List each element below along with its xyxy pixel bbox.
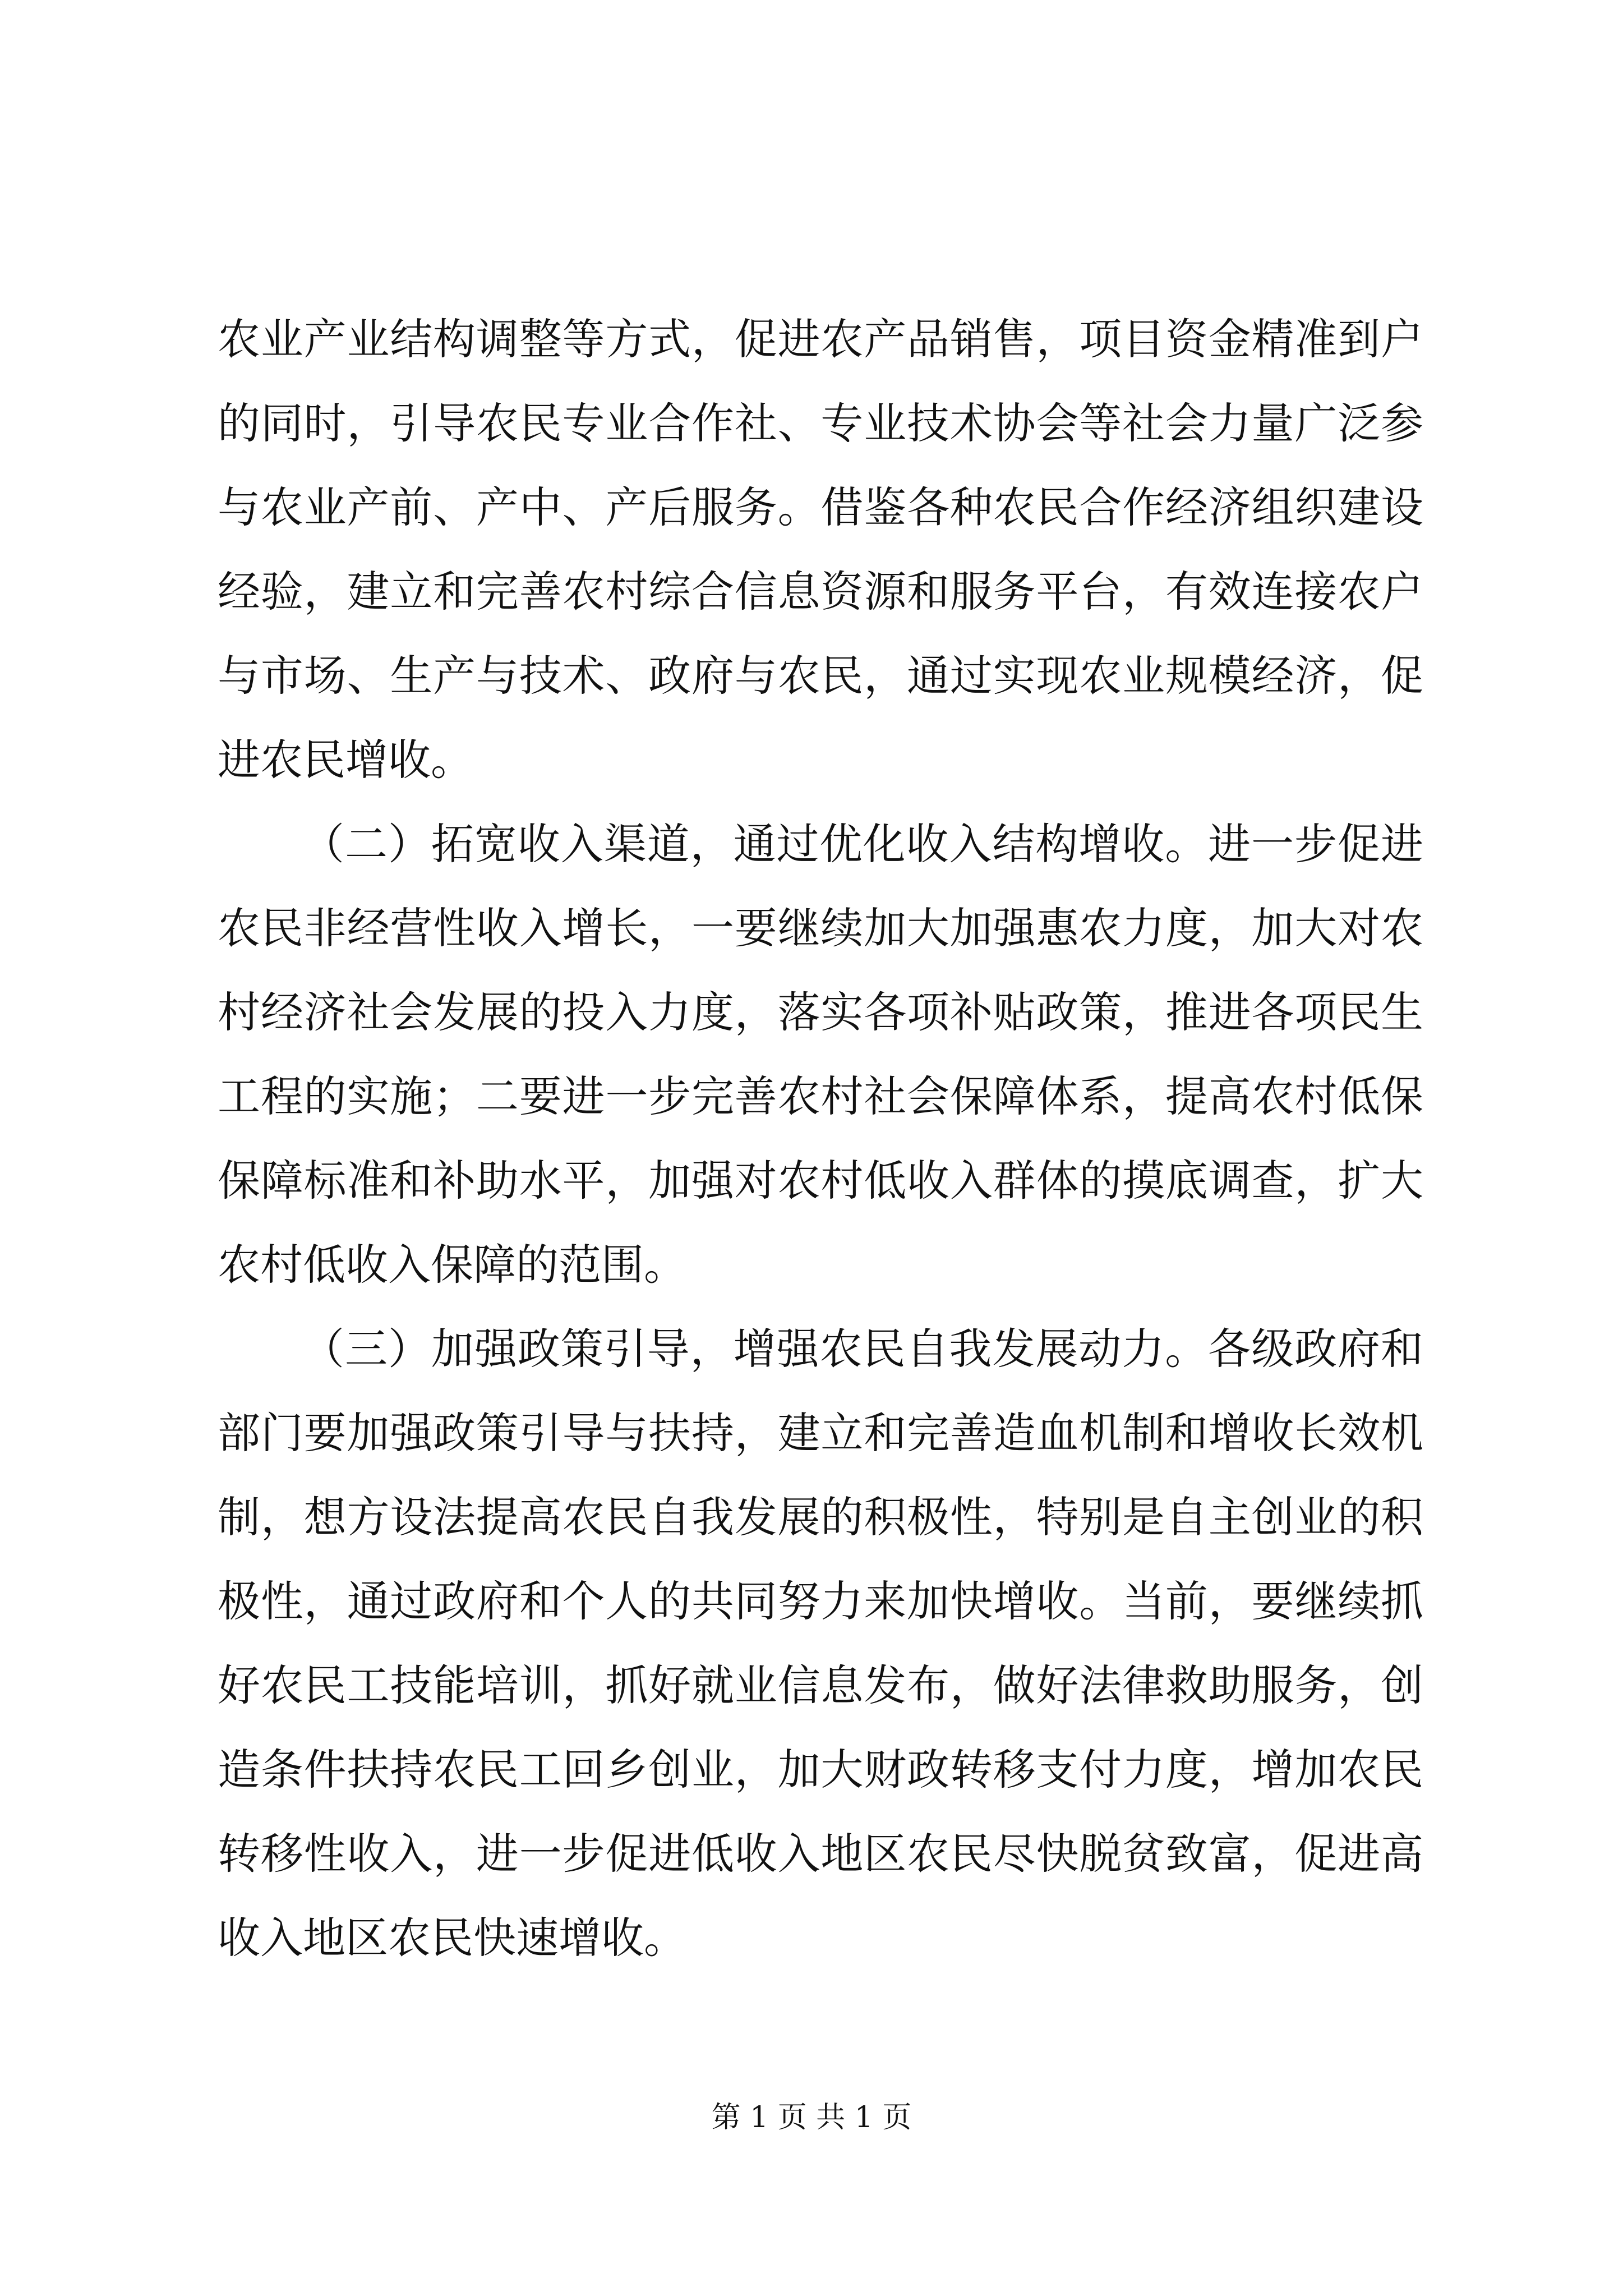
paragraph-2-line-6: 农村低收入保障的范围。 [218, 1240, 686, 1290]
paragraph-2-line-3: 村经济社会发展的投入力度，落实各项补贴政策，推进各项民生 [218, 987, 1423, 1037]
paragraph-1-line-3: 与农业产前、产中、产后服务。借鉴各种农民合作经济组织建设 [218, 482, 1423, 532]
paragraph-1-line-6: 进农民增收。 [218, 735, 473, 785]
paragraph-1-line-4: 经验，建立和完善农村综合信息资源和服务平台，有效连接农户 [218, 567, 1423, 616]
paragraph-3-line-7: 转移性收入，进一步促进低收入地区农民尽快脱贫致富，促进高 [218, 1829, 1423, 1879]
paragraph-3-line-1: （三）加强政策引导，增强农民自我发展动力。各级政府和 [302, 1324, 1423, 1374]
paragraph-3-line-6: 造条件扶持农民工回乡创业，加大财政转移支付力度，增加农民 [218, 1745, 1423, 1795]
paragraph-2-line-2: 农民非经营性收入增长，一要继续加大加强惠农力度，加大对农 [218, 903, 1423, 953]
paragraph-1-line-2: 的同时，引导农民专业合作社、专业技术协会等社会力量广泛参 [218, 398, 1423, 448]
paragraph-3-line-8: 收入地区农民快速增收。 [218, 1913, 686, 1963]
paragraph-3-line-3: 制，想方设法提高农民自我发展的积极性，特别是自主创业的积 [218, 1492, 1423, 1542]
paragraph-1-line-5: 与市场、生产与技术、政府与农民，通过实现农业规模经济，促 [218, 651, 1423, 701]
document-body [218, 297, 1423, 1980]
paragraph-1-line-1: 农业产业结构调整等方式，促进农产品销售，项目资金精准到户 [218, 314, 1423, 364]
page-number-footer: 第 1 页 共 1 页 [711, 2101, 912, 2134]
paragraph-2-line-5: 保障标准和补助水平，加强对农村低收入群体的摸底调查，扩大 [218, 1156, 1423, 1205]
paragraph-3-line-4: 极性，通过政府和个人的共同努力来加快增收。当前，要继续抓 [218, 1576, 1423, 1626]
paragraph-2-line-1: （二）拓宽收入渠道，通过优化收入结构增收。进一步促进 [302, 819, 1423, 869]
paragraph-2-line-4: 工程的实施；二要进一步完善农村社会保障体系，提高农村低保 [218, 1071, 1423, 1121]
paragraph-3-line-5: 好农民工技能培训，抓好就业信息发布，做好法律救助服务，创 [218, 1660, 1423, 1710]
paragraph-3-line-2: 部门要加强政策引导与扶持，建立和完善造血机制和增收长效机 [218, 1408, 1423, 1458]
